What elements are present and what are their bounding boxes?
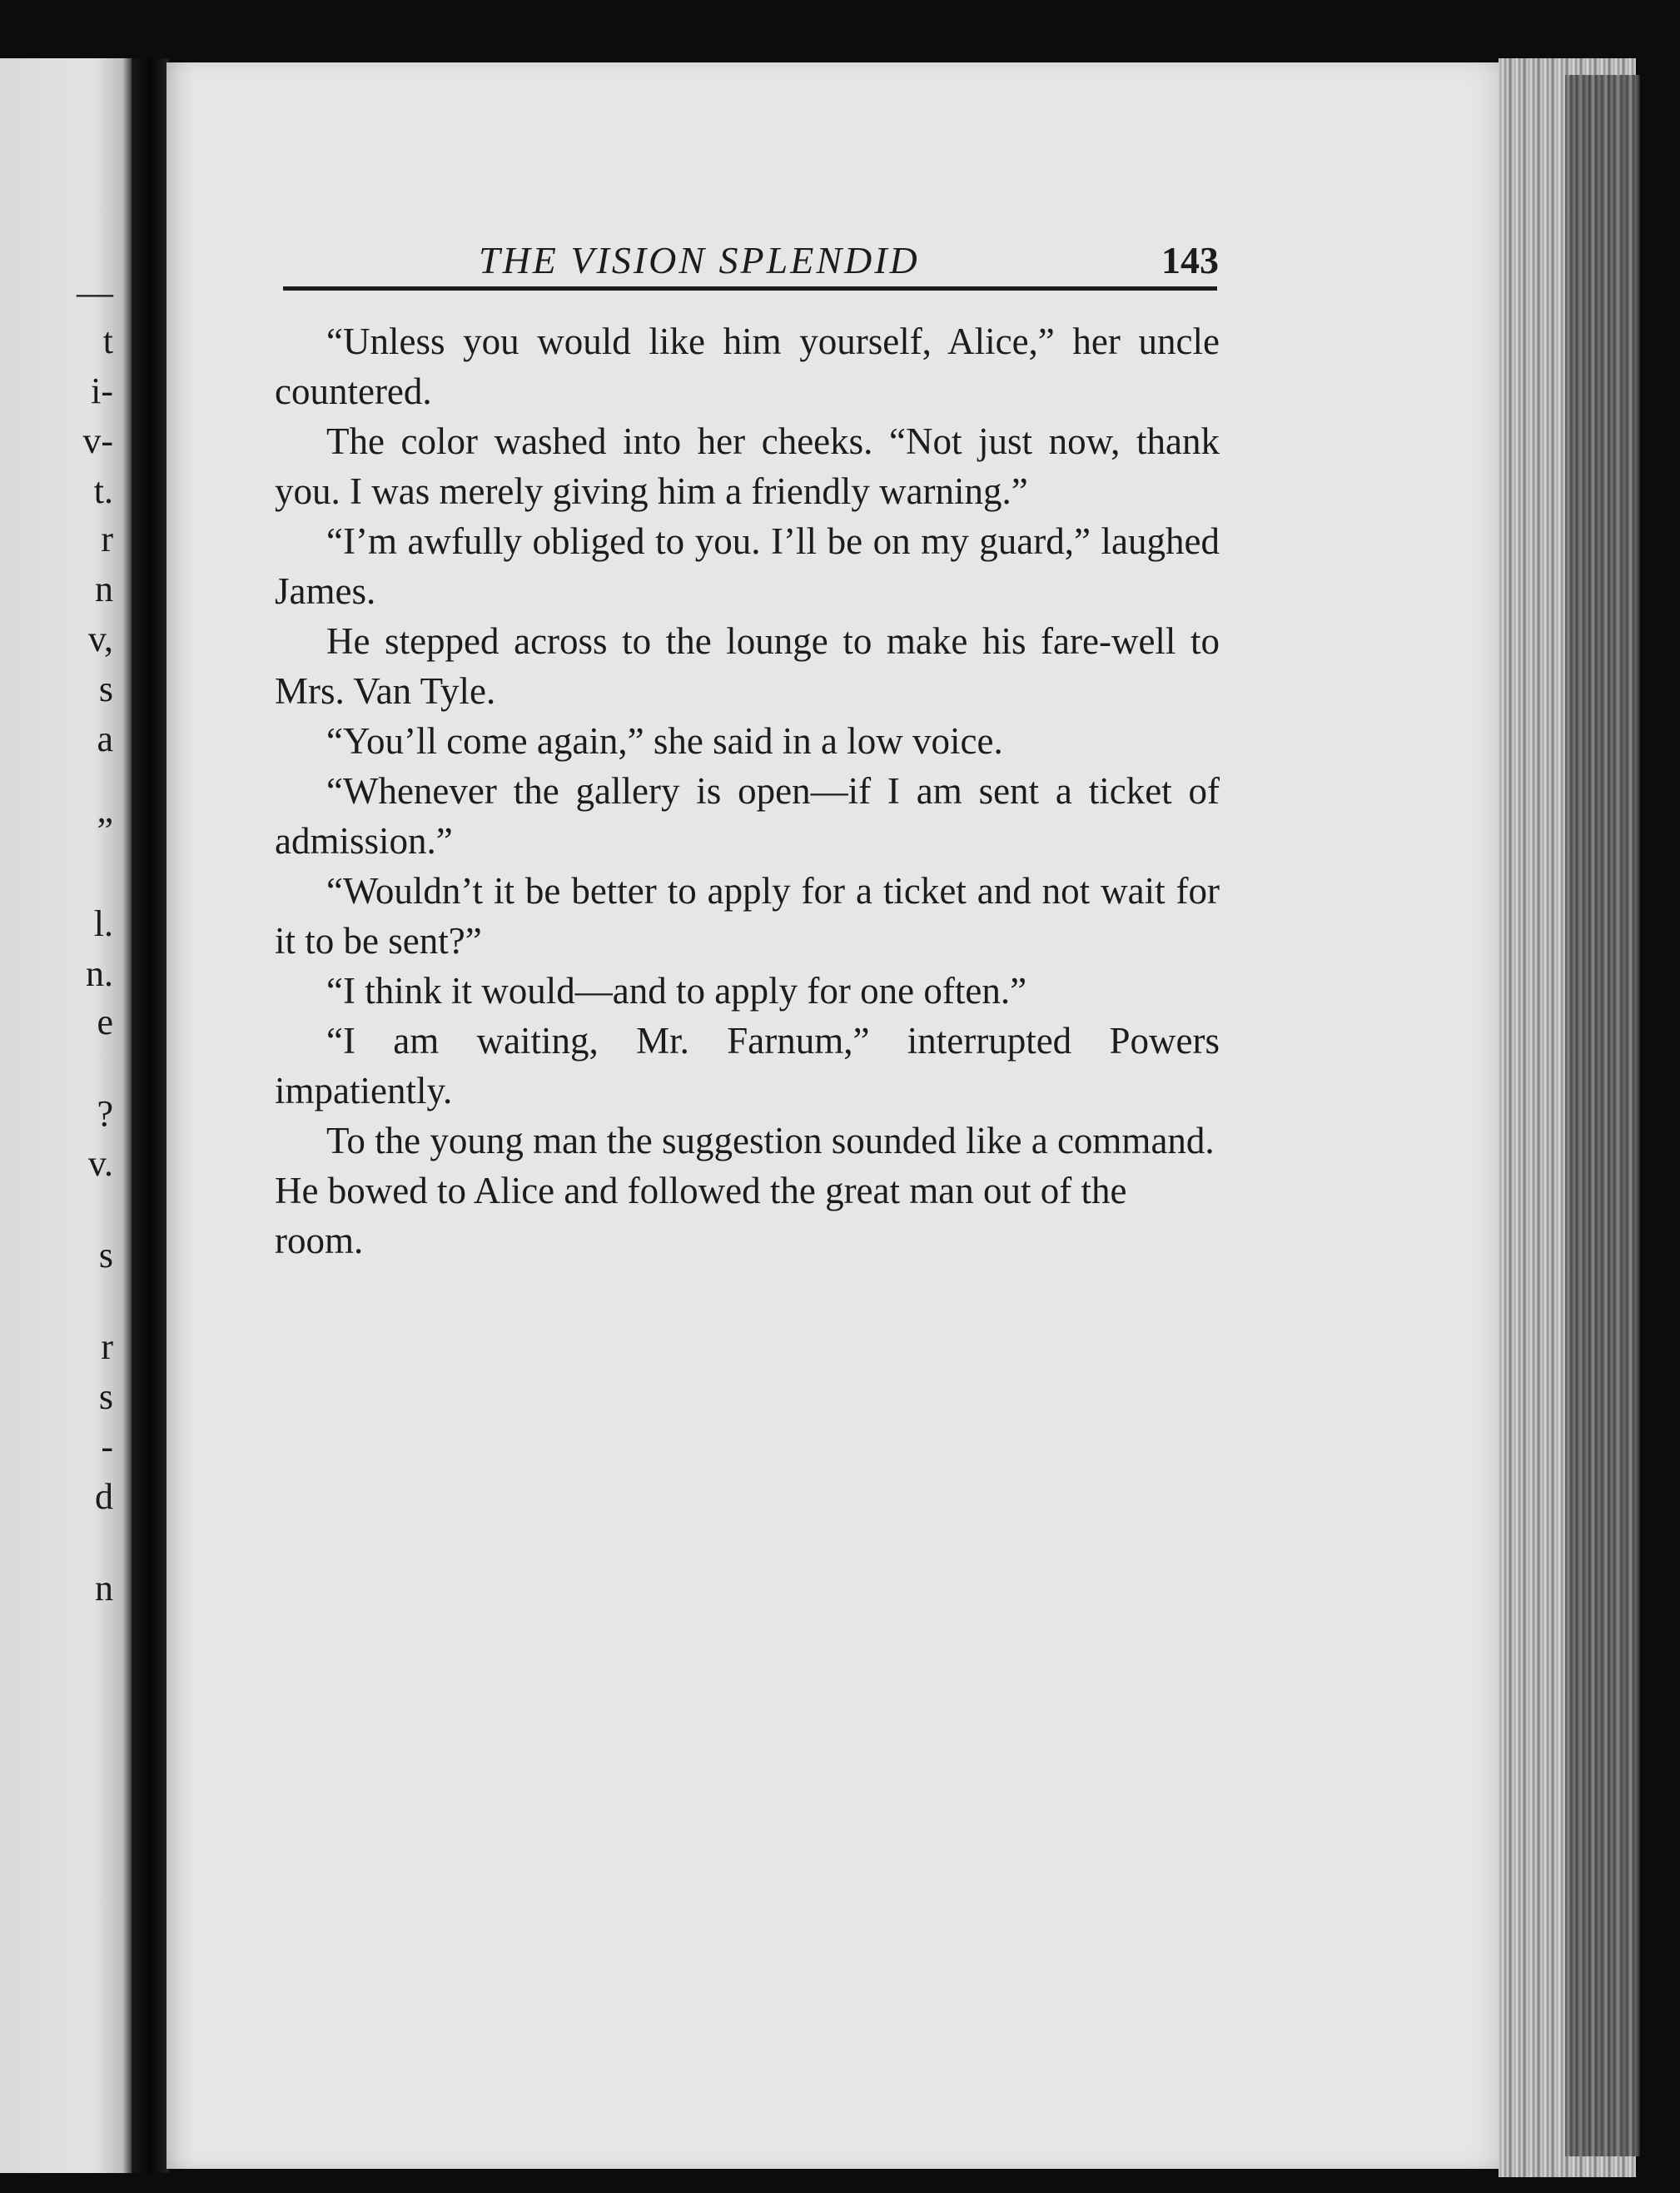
left-fragment: ? (97, 1093, 113, 1134)
left-fragment: s (98, 1376, 113, 1417)
left-facing-page (0, 58, 133, 2173)
page-edge-shadow (1565, 75, 1640, 2156)
left-fragment: n (95, 569, 113, 609)
left-page-text-fragments (0, 58, 125, 2173)
left-fragment: v. (87, 1143, 113, 1184)
paragraph: “You’ll come again,” she said in a low voice. (326, 720, 1003, 762)
left-fragment: - (101, 1426, 113, 1467)
paragraph: “I’m awfully obliged to you. I’ll be on my guard,” laughed James. (275, 520, 1220, 612)
left-fragment: — (77, 272, 113, 313)
paragraph: The color washed into her cheeks. “Not just now, thank you. I was merely giving him a friendly warning.” (275, 420, 1220, 512)
left-fragment: l. (93, 903, 113, 944)
paragraph: “I am waiting, Mr. Farnum,” interrupted Powers impatiently. (275, 1020, 1220, 1111)
left-fragment: s (98, 1235, 113, 1276)
left-fragment: n (95, 1568, 113, 1609)
left-fragment: i- (91, 370, 113, 411)
left-fragment: d (95, 1476, 113, 1517)
left-fragment: a (97, 719, 113, 759)
body-text (275, 316, 1220, 1266)
paragraph: “Unless you would like him yourself, Alice,” her uncle countered. (275, 321, 1220, 412)
left-fragment: ” (97, 810, 113, 851)
left-fragment: n. (86, 953, 113, 994)
paragraph: “Wouldn’t it be better to apply for a ticket and not wait for it to be sent?” (275, 870, 1220, 962)
paragraph: To the young man the suggestion sounded like a command. He bowed to Alice and followed the great man out of the room. (275, 1120, 1215, 1261)
paragraph: “I think it would—and to apply for one often.” (326, 970, 1027, 1012)
page-number: 143 (1161, 239, 1219, 281)
running-title: THE VISION SPLENDID (479, 239, 920, 281)
book-gutter (132, 58, 169, 2173)
paragraph: “Whenever the gallery is open—if I am sent a ticket of admission.” (275, 770, 1220, 862)
left-fragment: e (97, 1002, 113, 1042)
left-fragment: t (102, 321, 113, 361)
left-fragment: t. (93, 470, 113, 511)
left-fragment: s (98, 669, 113, 709)
paragraph: He stepped across to the lounge to make his fare-well to Mrs. Van Tyle. (275, 620, 1220, 712)
left-fragment: v- (82, 420, 113, 461)
header-rule (283, 286, 1217, 291)
left-fragment: r (101, 1326, 113, 1367)
left-fragment: r (101, 519, 113, 559)
left-fragment: v, (87, 619, 113, 659)
